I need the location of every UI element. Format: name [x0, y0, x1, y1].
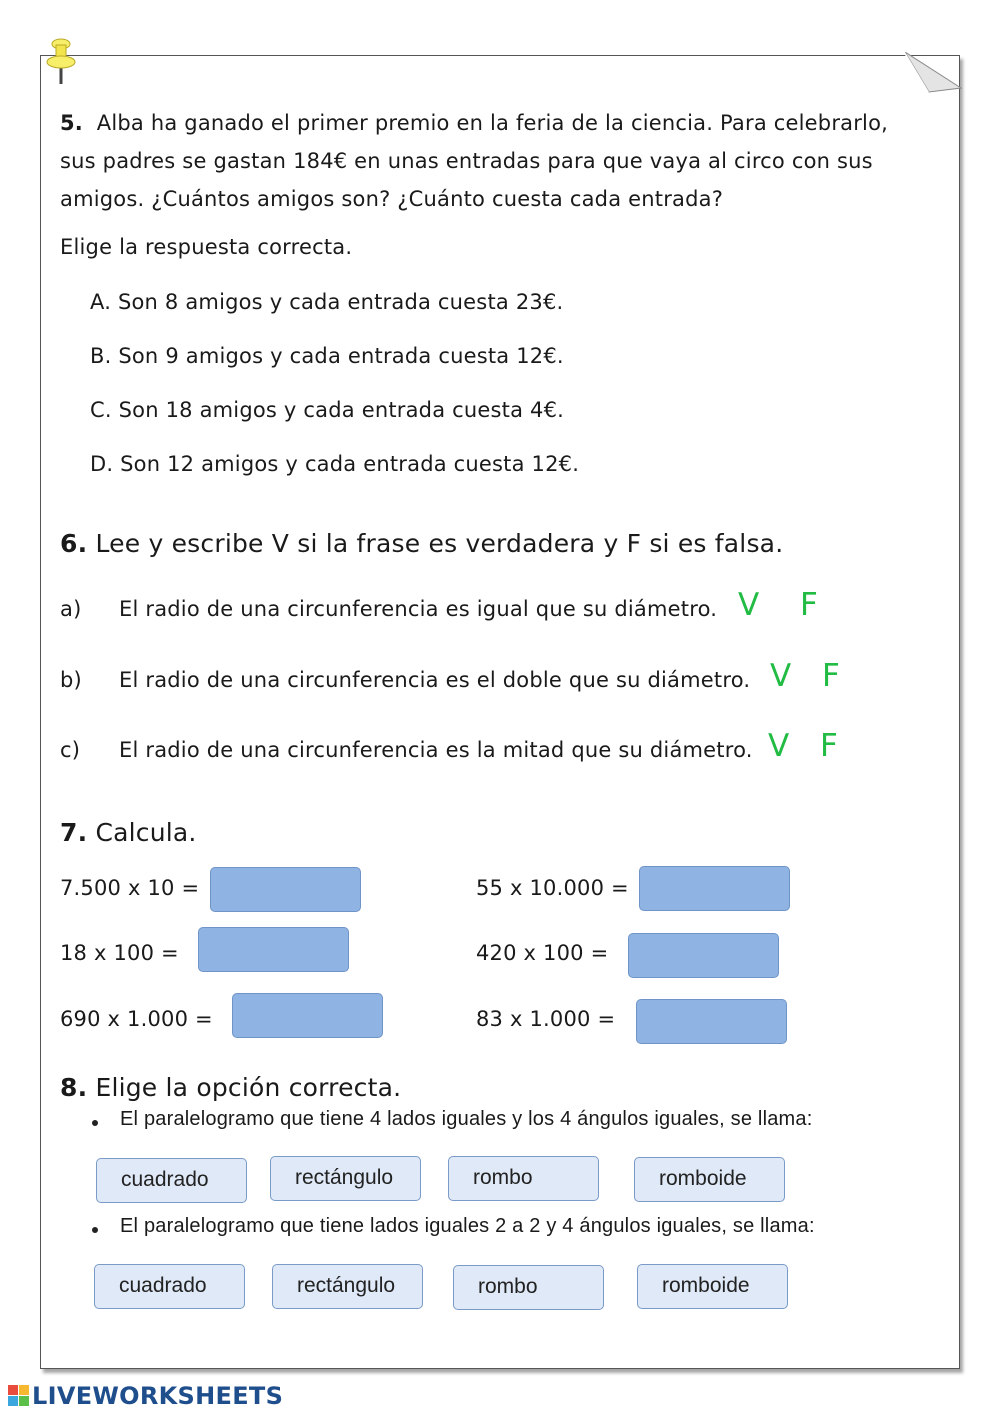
- q6-item-b-v[interactable]: V: [770, 658, 792, 694]
- q6-number: 6.: [60, 529, 88, 558]
- q7-answer-box-right-1[interactable]: [639, 866, 790, 911]
- q6-heading: [60, 529, 783, 558]
- q8-heading: [60, 1073, 401, 1102]
- q5-option-b[interactable]: B. Son 9 amigos y cada entrada cuesta 12€.: [90, 344, 564, 368]
- q6-item-a-text: El radio de una circunferencia es igual que su diámetro.: [119, 597, 718, 621]
- q8-question-2: El paralelogramo que tiene lados iguales 2 a 2 y 4 ángulos iguales, se llama:: [120, 1215, 815, 1237]
- q6-item-a-v[interactable]: V: [738, 587, 760, 623]
- q6-item-c-letter: c): [60, 738, 81, 762]
- q6-item-c-v[interactable]: V: [768, 728, 790, 764]
- q8-q1-option-rombo[interactable]: rombo: [448, 1156, 599, 1201]
- q7-left-2: 18 x 100 =: [60, 941, 179, 965]
- q8-q2-option-romboide[interactable]: romboide: [637, 1264, 788, 1309]
- q7-answer-box-right-2[interactable]: [628, 933, 779, 978]
- q7-right-1: 55 x 10.000 =: [476, 876, 629, 900]
- q5-number: 5.: [60, 111, 83, 135]
- brand-name: LIVEWORKSHEETS: [32, 1382, 284, 1410]
- q6-title: Lee y escribe V si la frase es verdadera y F si es falsa.: [95, 529, 784, 558]
- q5-option-a[interactable]: A. Son 8 amigos y cada entrada cuesta 23€.: [90, 290, 564, 314]
- q6-item-b-f[interactable]: F: [822, 658, 840, 694]
- q8-q2-option-rombo[interactable]: rombo: [453, 1265, 604, 1310]
- q7-number: 7.: [60, 818, 88, 847]
- q6-item-b-text: El radio de una circunferencia es el doble que su diámetro.: [119, 668, 751, 692]
- q7-right-3: 83 x 1.000 =: [476, 1007, 616, 1031]
- q6-item-a-letter: a): [60, 597, 82, 621]
- q5-instruction: Elige la respuesta correcta.: [60, 235, 353, 259]
- q6-item-a-f[interactable]: F: [800, 587, 818, 623]
- q7-answer-box-right-3[interactable]: [636, 999, 787, 1044]
- q8-number: 8.: [60, 1073, 88, 1102]
- q8-q1-option-romboide[interactable]: romboide: [634, 1157, 785, 1202]
- q7-right-2: 420 x 100 =: [476, 941, 609, 965]
- q7-heading: [60, 818, 197, 847]
- q8-q2-option-cuadrado[interactable]: cuadrado: [94, 1264, 245, 1309]
- q8-title: Elige la opción correcta.: [95, 1073, 402, 1102]
- q7-left-3: 690 x 1.000 =: [60, 1007, 213, 1031]
- q6-item-b-letter: b): [60, 668, 82, 692]
- pushpin-icon: [44, 38, 78, 86]
- bullet-dot: [92, 1227, 98, 1233]
- q5-text: Alba ha ganado el primer premio en la feria de la ciencia. Para celebrarlo, sus padres se gastan 184€ en unas entradas para que vaya al circo con sus amigos. ¿Cuántos amigos son? ¿Cuánto cuesta cada entrada?: [60, 111, 889, 211]
- q8-question-1: El paralelogramo que tiene 4 lados iguales y los 4 ángulos iguales, se llama:: [120, 1108, 813, 1130]
- q7-answer-box-left-1[interactable]: [210, 867, 361, 912]
- page-curl-icon: [905, 52, 963, 94]
- q6-item-c-text: El radio de una circunferencia es la mitad que su diámetro.: [119, 738, 753, 762]
- q7-title: Calcula.: [95, 818, 197, 847]
- bullet-dot: [92, 1120, 98, 1126]
- footer-brand: [8, 1383, 283, 1409]
- q6-item-c-f[interactable]: F: [820, 728, 838, 764]
- q5-option-c[interactable]: C. Son 18 amigos y cada entrada cuesta 4€.: [90, 398, 565, 422]
- q5-statement: [60, 104, 920, 218]
- q8-q2-option-rectangulo[interactable]: rectángulo: [272, 1264, 423, 1309]
- liveworksheets-logo-icon: [8, 1385, 30, 1407]
- q7-answer-box-left-3[interactable]: [232, 993, 383, 1038]
- q5-option-d[interactable]: D. Son 12 amigos y cada entrada cuesta 12€.: [90, 452, 580, 476]
- q7-answer-box-left-2[interactable]: [198, 927, 349, 972]
- q8-q1-option-cuadrado[interactable]: cuadrado: [96, 1158, 247, 1203]
- q7-left-1: 7.500 x 10 =: [60, 876, 200, 900]
- q8-q1-option-rectangulo[interactable]: rectángulo: [270, 1156, 421, 1201]
